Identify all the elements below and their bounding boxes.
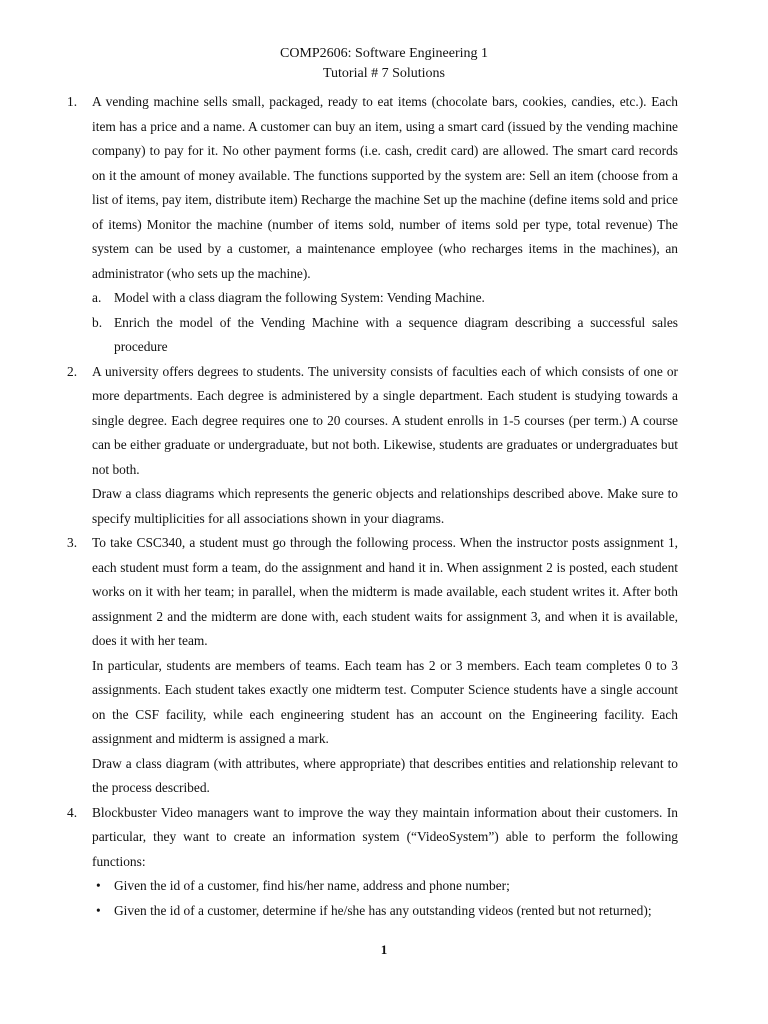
question-instruction: Draw a class diagrams which represents the generic objects and relationships described above. Make sure to specify multiplicities for all associations shown in your diagrams. <box>92 486 678 526</box>
question-text: To take CSC340, a student must go through the following process. When the instructor posts assignment 1, each student must form a team, do the assignment and hand it in. When assignment 2 is posted, each student works on it with her team; in parallel, when the midterm is made available, each student writes it. After both assignment 2 and the midterm are done with, each student waits for assignment 3, and when it is available, does it with her team. <box>92 535 678 648</box>
question-number: 4. <box>67 804 78 820</box>
question-1 <box>67 90 678 360</box>
question-number: 3. <box>67 535 78 550</box>
sub-question-a <box>92 286 678 311</box>
sub-question-text: Enrich the model of the Vending Machine with a sequence diagram describing a successful sales procedure <box>114 314 678 354</box>
question-4 <box>67 801 678 924</box>
sub-question-letter: b. <box>92 314 103 330</box>
course-title: COMP2606: Software Engineering 1 <box>279 46 489 61</box>
sub-question-letter: a. <box>92 290 102 305</box>
question-2 <box>67 360 678 532</box>
question-text: A university offers degrees to students. The university consists of faculties each of which consists of one or more departments. Each degree is administered by a single department. Each student is studying towards a single degree. Each degree requires one to 20 courses. A student enrolls in 1-5 courses (per term.) A course can be either graduate or undergraduate, but not both. Likewise, students are graduates or undergraduates but not both. <box>92 363 678 477</box>
bullet-text: Given the id of a customer, find his/her name, address and phone number; <box>114 878 510 893</box>
bullet-text: Given the id of a customer, determine if he/she has any outstanding videos (rented but not returned); <box>114 902 652 918</box>
sub-question-text: Model with a class diagram the following System: Vending Machine. <box>114 290 485 305</box>
question-text: Blockbuster Video managers want to improve the way they maintain information about their customers. In particular, they want to create an information system (“VideoSystem”) able to perform the following functions: <box>92 804 678 869</box>
question-text: A vending machine sells small, packaged, ready to eat items (chocolate bars, cookies, candies, etc.). Each item has a price and a name. A customer can buy an item, using a smart card (issued by the vending machine company) to pay for it. No other payment forms (i.e. cash, credit card) are allowed. The smart card records on it the amount of money available. The functions supported by the system are: Sell an item (choose from a list of items, pay item, distribute item) Recharge the machine Set up the machine (define items sold and price of items) Monitor the machine (number of items sold, number of items sold per type, total revenue) The system can be used by a customer, a maintenance employee (who recharges items in the machines), an administrator (who sets up the machine). <box>92 94 678 281</box>
question-instruction: Draw a class diagram (with attributes, where appropriate) that describes entities and relationship relevant to the process described. <box>92 755 678 795</box>
page-number: 1 <box>380 942 388 957</box>
bullet-icon: • <box>96 902 101 918</box>
question-number: 2. <box>67 363 78 379</box>
sub-question-b <box>92 311 678 360</box>
question-number: 1. <box>67 94 78 109</box>
bullet-icon: • <box>96 878 101 893</box>
question-3 <box>67 531 678 801</box>
bullet-item <box>92 899 678 924</box>
tutorial-subtitle: Tutorial # 7 Solutions <box>322 66 445 81</box>
question-details: In particular, students are members of teams. Each team has 2 or 3 members. Each team completes 0 to 3 assignments. Each student takes exactly one midterm test. Computer Science students have a single account on the CSF facility, while each engineering student has an account on the Engineering facility. Each assignment and midterm is assigned a mark. <box>92 657 678 746</box>
questions-list <box>67 90 678 923</box>
bullet-item <box>92 874 678 899</box>
